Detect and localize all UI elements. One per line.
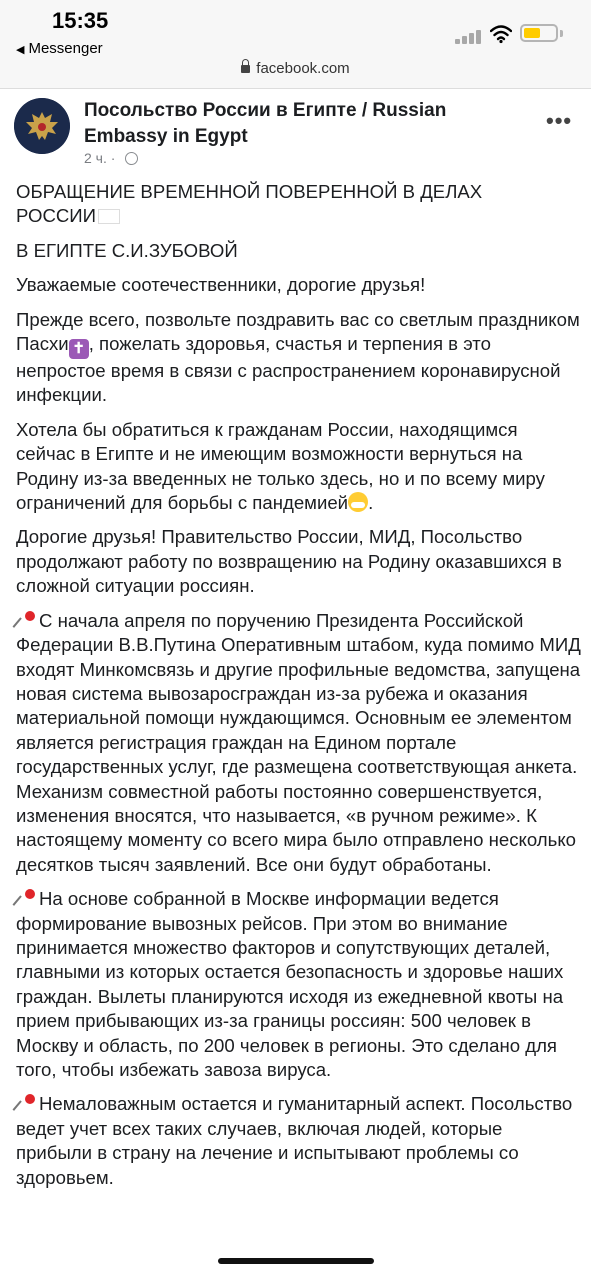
battery-tip	[560, 30, 563, 37]
para1-part-b: , пожелать здоровья, счастья и терпения в это непростое время в связи с распространением коронавирусной инфекции.	[16, 333, 561, 406]
para6-text: Немаловажным остается и гуманитарный аспект. Посольство ведет учет всех таких случаев, включая людей, которые прибыли в страну на лечение и испытывают проблемы со здоровьем.	[16, 1093, 573, 1188]
government-paragraph: Дорогие друзья! Правительство России, МИД, Посольство продолжают работу по возвращению на Родину оказавшихся в сложной ситуации россиян.	[16, 526, 562, 597]
signal-icon	[455, 30, 485, 44]
para1-part-a: Прежде всего, позвольте поздравить вас со светлым праздником Пасхи	[16, 308, 580, 355]
greeting-paragraph: Уважаемые соотечественники, дорогие друзья!	[16, 274, 426, 296]
russia-flag-icon	[98, 209, 120, 224]
face-mask-icon	[348, 492, 368, 512]
lock-icon	[241, 65, 250, 73]
status-bar	[0, 0, 591, 88]
para2-part-b: .	[368, 492, 374, 514]
orthodox-cross-icon: ✝	[69, 339, 89, 359]
pushpin-icon	[16, 610, 38, 630]
title-line-2b: В ЕГИПТЕ С.И.ЗУБОВОЙ	[16, 239, 238, 261]
para4-text: С начала апреля по поручению Президента Российской Федерации В.В.Путина Оперативным штабом, куда помимо МИД входят Минкомсвязь и другие профильные ведомства, запущена новая система вывозаросграждан из-за рубежа и оказания материальной помощи нуждающимся. Основным ее элементом является регистрация граждан на Едином портале государственных услуг, где размещена соответствующая анкета. Механизм совместной работы постоянно совершенствуется, изменения вносятся, что называется, «в ручном режиме». К настоящему моменту со всего мира было отправлено несколько десятков тысяч заявлений. Все они будут обработаны.	[16, 609, 581, 875]
back-app-label: Messenger	[28, 40, 103, 57]
title-line-2a: РОССИИ	[16, 205, 97, 227]
post-time[interactable]: 2 ч.	[84, 150, 107, 166]
back-to-messenger-button[interactable]	[16, 40, 103, 57]
wifi-icon	[490, 24, 512, 44]
meta-separator: ·	[110, 150, 116, 166]
post-content	[16, 180, 582, 1200]
post-title	[16, 180, 582, 229]
page-name-link[interactable]: Посольство России в Египте / Russian Embassy in Egypt	[84, 100, 447, 147]
para2-part-a: Хотела бы обратиться к гражданам России, находящимся сейчас в Египте и не имеющим возможности вернуться на Родину из-за введенных не только здесь, но и по всему миру ограничений для борьбы с пандемией	[16, 418, 545, 514]
humanitarian-paragraph	[16, 1092, 582, 1190]
page-avatar[interactable]	[14, 98, 70, 154]
clock: 15:35	[52, 8, 109, 33]
battery-level	[524, 28, 540, 38]
pushpin-icon	[16, 1093, 38, 1113]
citizens-paragraph	[16, 418, 582, 516]
globe-icon	[125, 152, 138, 165]
april-paragraph	[16, 609, 582, 877]
para5-text: На основе собранной в Москве информации ведется формирование вывозных рейсов. При этом во внимание принимается множество факторов и сопутствующих деталей, главными из которых остается безопасность и здоровье наших граждан. Вылеты планируются исходя из ежедневной квоты на прием прибывающих из-за границы россиян: 500 человек в Москву и область, по 200 человек в регионы. Это сделано для того, чтобы избежать завоза вируса.	[16, 888, 564, 1080]
flights-paragraph	[16, 887, 582, 1082]
back-arrow-icon: ◀	[16, 44, 25, 56]
more-options-button[interactable]: •••	[546, 108, 573, 133]
battery-icon	[520, 24, 558, 42]
pushpin-icon	[16, 888, 38, 908]
coat-of-arms-icon	[14, 98, 70, 154]
header-divider	[0, 88, 591, 89]
post-meta	[84, 150, 138, 166]
url-text: facebook.com	[256, 60, 350, 77]
title-line-1: ОБРАЩЕНИЕ ВРЕМЕННОЙ ПОВЕРЕННОЙ В ДЕЛАХ	[16, 181, 483, 202]
easter-paragraph	[16, 308, 582, 408]
url-bar[interactable]	[0, 60, 591, 77]
home-indicator[interactable]	[218, 1258, 374, 1264]
